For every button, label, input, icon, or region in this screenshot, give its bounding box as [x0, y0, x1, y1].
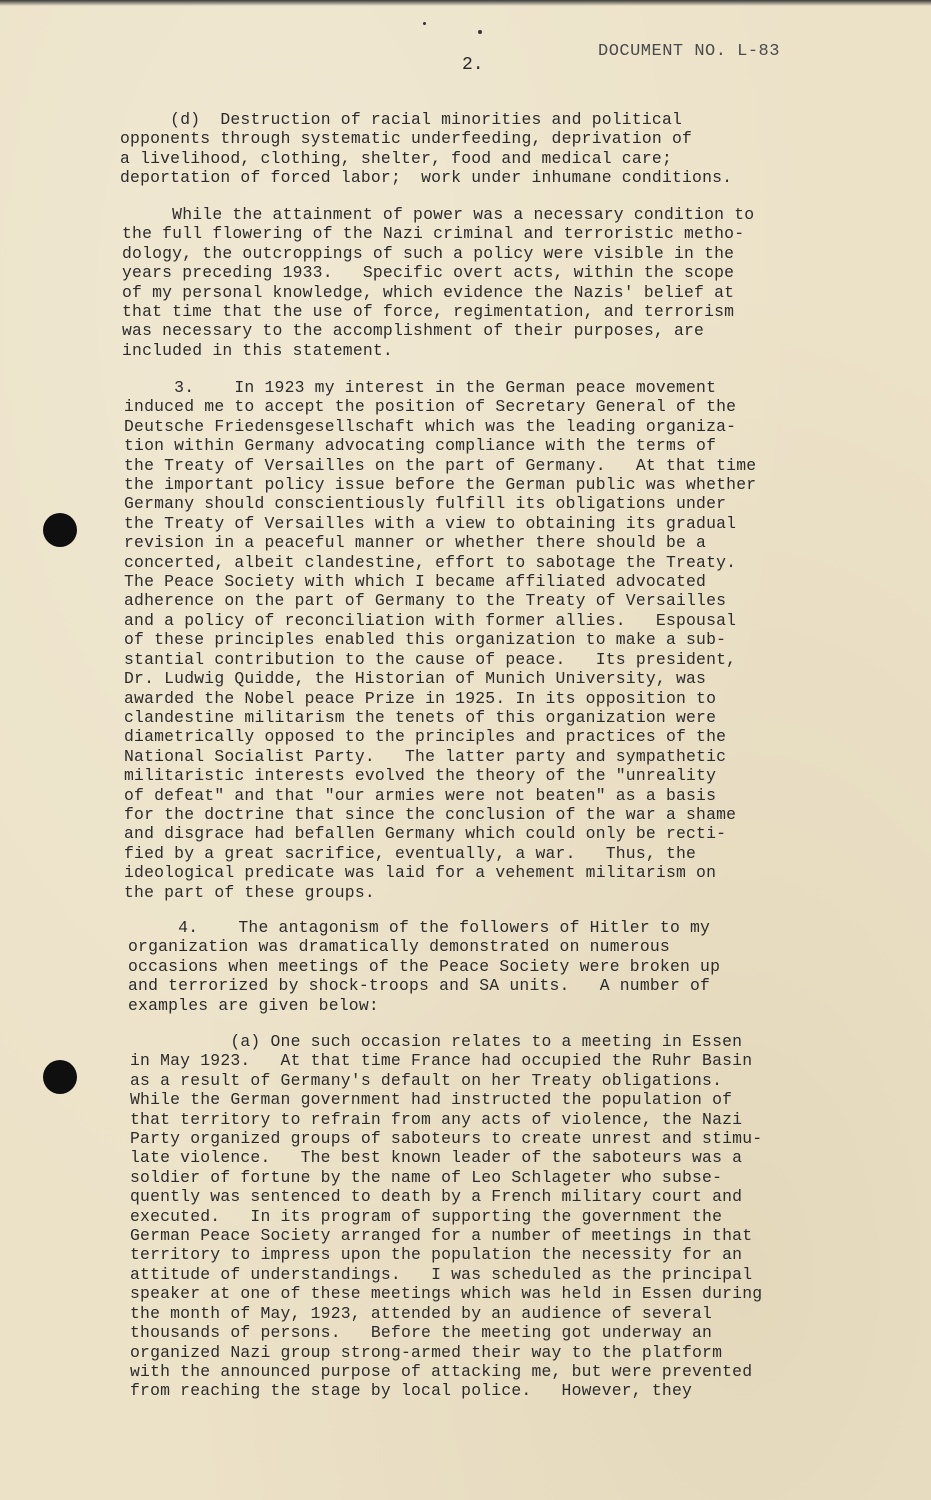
ink-speck: [478, 30, 482, 34]
punch-hole: [43, 513, 77, 547]
page-top-edge: [0, 0, 931, 6]
paragraph-attainment-of-power: While the attainment of power was a necessary condition to the full flowering of the Nazi criminal and terroristic metho- dology, the outcroppings of such a policy were visible in the years preceding 1933. Specific overt acts, within the scope of my personal knowledge, which evidence the Nazis' belief at that time that the use of force, regimentation, and terrorism was necessary to the accomplishment of their purposes, are included in this statement.: [122, 205, 755, 360]
document-number: DOCUMENT NO. L-83: [598, 42, 780, 61]
paragraph-a-essen-meeting: (a) One such occasion relates to a meeting in Essen in May 1923. At that time France had occupied the Ruhr Basin as a result of Germany's default on her Treaty obligations. While the German government had instructed the population of that territory to refrain from any acts of violence, the Nazi Party organized groups of saboteurs to create unrest and stimu- late violence. The best known leader of the saboteurs was a soldier of fortune by the name of Leo Schlageter who subse- quently was sentenced to death by a French military court and executed. In its program of supporting the government the German Peace Society arranged for a number of meetings in that territory to impress upon the population the necessity for an attitude of understandings. I was scheduled as the principal speaker at one of these meetings which was held in Essen during the month of May, 1923, attended by an audience of several thousands of persons. Before the meeting got underway an organized Nazi group strong-armed their way to the platform with the announced purpose of attacking me, but were prevented from reaching the stage by local police. However, they: [130, 1032, 763, 1401]
page-number: 2.: [462, 55, 484, 75]
paragraph-3-peace-movement: 3. In 1923 my interest in the German peace movement induced me to accept the position of Secretary General of the Deutsche Friedensgesellschaft which was the leading organiza- tion within Germany advocating compliance with the terms of the Treaty of Versailles on the part of Germany. At that time the important policy issue before the German public was whether Germany should conscientiously fulfill its obligations under the Treaty of Versailles with a view to obtaining its gradual revision in a peaceful manner or whether there should be a concerted, albeit clandestine, effort to sabotage the Treaty. The Peace Society with which I became affiliated advocated adherence on the part of Germany to the Treaty of Versailles and a policy of reconciliation with former allies. Espousal of these principles enabled this organization to make a sub- stantial contribution to the cause of peace. Its president, Dr. Ludwig Quidde, the Historian of Munich University, was awarded the Nobel peace Prize in 1925. In its opposition to clandestine militarism the tenets of this organization were diametrically opposed to the principles and practices of the National Socialist Party. The latter party and sympathetic militaristic interests evolved the theory of the "unreality of defeat" and that "our armies were not beaten" as a basis for the doctrine that since the conclusion of the war a shame and disgrace had befallen Germany which could only be recti- fied by a great sacrifice, eventually, a war. Thus, the ideological predicate was laid for a vehement militarism on the part of these groups.: [124, 378, 757, 902]
paragraph-4-antagonism: 4. The antagonism of the followers of Hitler to my organization was dramatically demonstrated on numerous occasions when meetings of the Peace Society were broken up and terrorized by shock-troops and SA units. A number of examples are given below:: [128, 918, 721, 1015]
punch-hole: [43, 1060, 77, 1094]
paragraph-d-destruction: (d) Destruction of racial minorities and political opponents through systematic underfeeding, deprivation of a livelihood, clothing, shelter, food and medical care; deportation of forced labor; work under inhumane conditions.: [120, 110, 733, 188]
ink-speck: [423, 22, 426, 25]
